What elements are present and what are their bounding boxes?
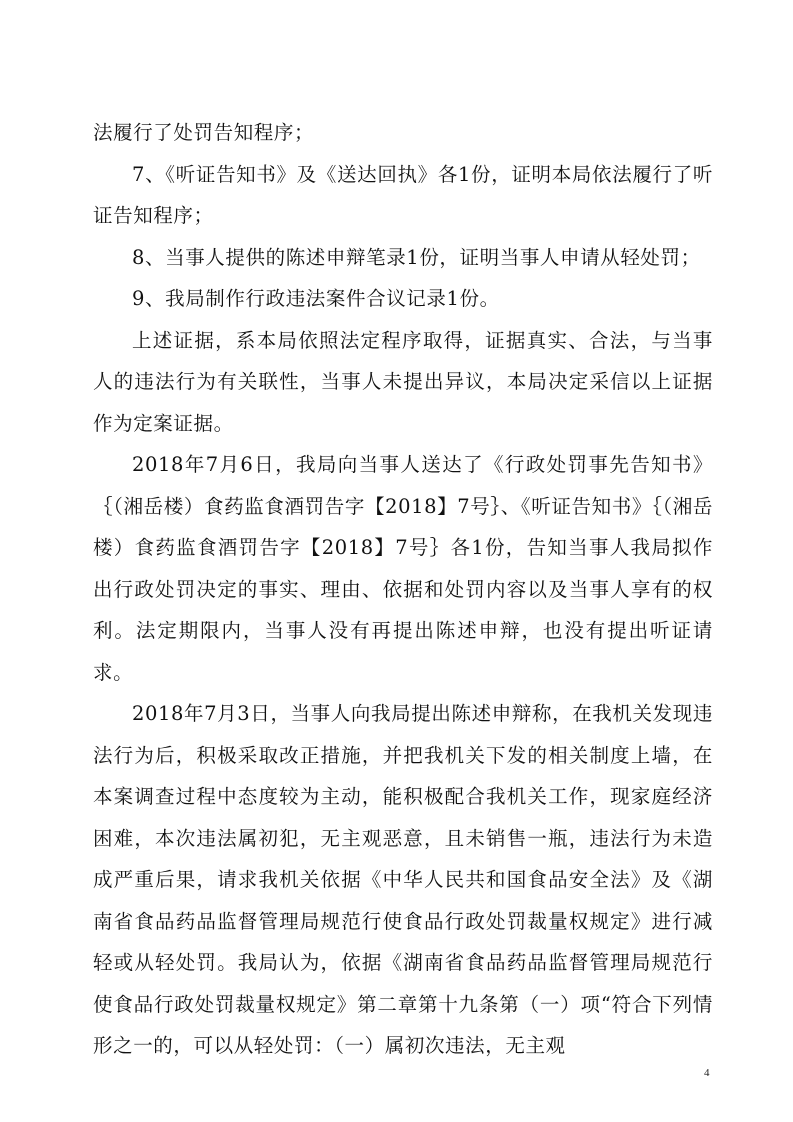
page-number: 4 bbox=[704, 1067, 710, 1079]
paragraph-6: 2018年7月6日，我局向当事人送达了《行政处罚事先告知书》｛（湘岳楼）食药监食酒罚告字【2018】7号｝、《听证告知书》｛（湘岳楼）食药监食酒罚告字【2018】7号｝各1份，告知当事人我局拟作出行政处罚决定的事实、理由、依据和处罚内容以及当事人享有的权利。法定期限内，当事人没有再提出陈述申辩，也没有提出听证请求。 bbox=[93, 453, 713, 684]
paragraph-3: 8、当事人提供的陈述申辩笔录1份，证明当事人申请从轻处罚； bbox=[132, 245, 701, 269]
paragraph-5: 上述证据，系本局依照法定程序取得，证据真实、合法，与当事人的违法行为有关联性，当事人未提出异议，本局决定采信以上证据作为定案证据。 bbox=[93, 328, 713, 435]
paragraph-2: 7、《听证告知书》及《送达回执》各1份，证明本局依法履行了听证告知程序； bbox=[93, 162, 713, 227]
document-body bbox=[93, 112, 713, 1067]
paragraph-4: 9、我局制作行政违法案件合议记录1份。 bbox=[132, 287, 500, 310]
paragraph-7: 2018年7月3日，当事人向我局提出陈述申辩称，在我机关发现违法行为后，积极采取改正措施，并把我机关下发的相关制度上墙，在本案调查过程中态度较为主动，能积极配合我机关工作，现家庭经济困难，本次违法属初犯，无主观恶意，且未销售一瓶，违法行为未造成严重后果，请求我机关依据《中华人民共和国食品安全法》及《湖南省食品药品监督管理局规范行使食品行政处罚裁量权规定》进行减轻或从轻处罚。我局认为，依据《湖南省食品药品监督管理局规范行使食品行政处罚裁量权规定》第二章第十九条第（一）项“符合下列情形之一的，可以从轻处罚：（一）属初次违法，无主观 bbox=[93, 702, 713, 1057]
paragraph-1: 法履行了处罚告知程序； bbox=[93, 121, 315, 144]
